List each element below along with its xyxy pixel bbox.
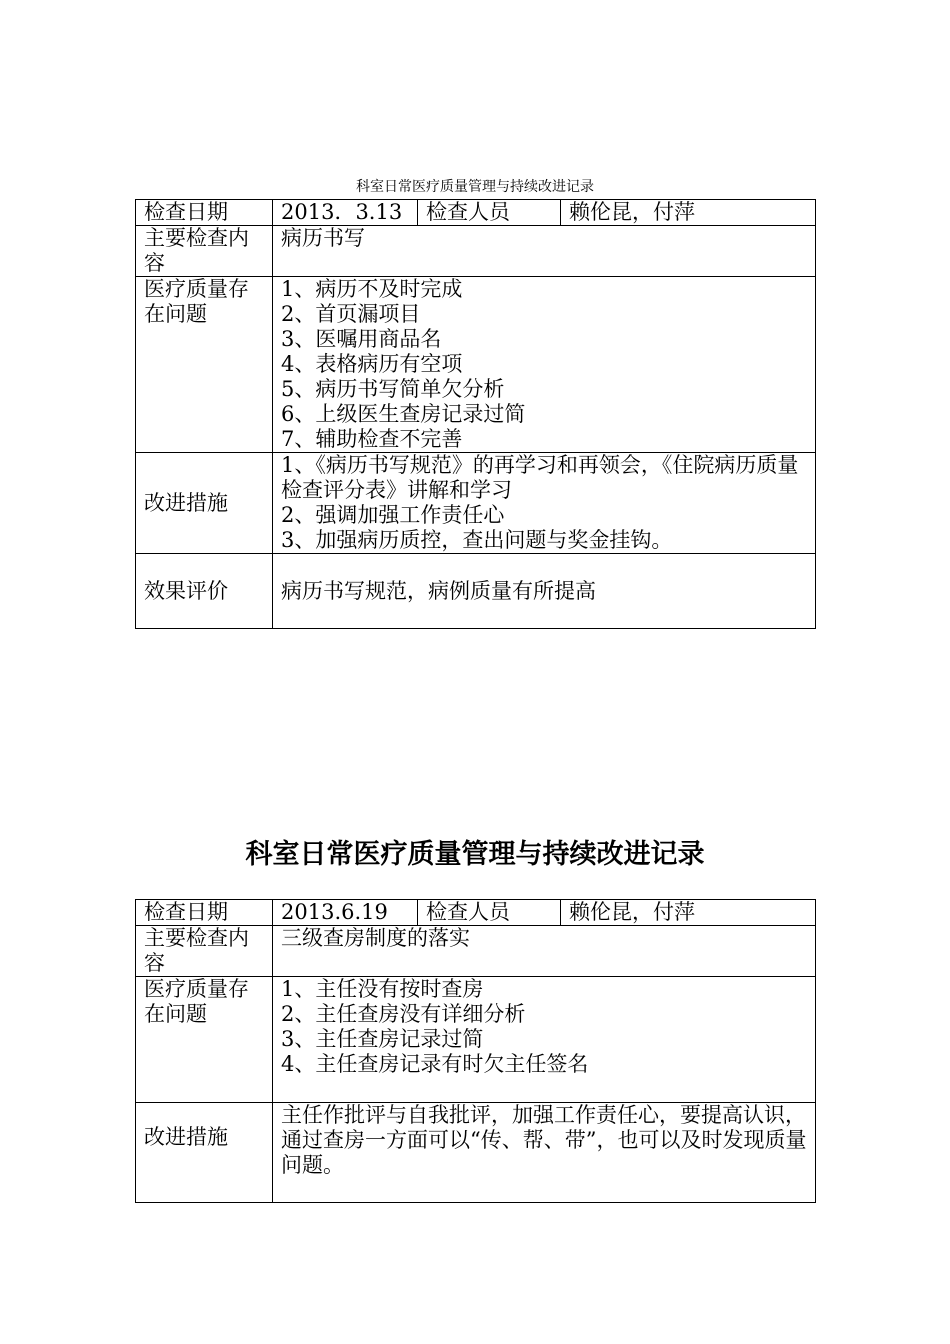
problems-label: 医疗质量存在问题 xyxy=(136,977,273,1103)
list-item: 4、主任查房记录有时欠主任签名 xyxy=(281,1052,589,1076)
content-label: 主要检查内容 xyxy=(136,926,273,977)
list-item: 1、主任没有按时查房 xyxy=(281,977,484,1001)
inspector-value: 赖伦昆，付萍 xyxy=(561,900,816,926)
list-item: 5、病历书写简单欠分析 xyxy=(281,377,505,401)
inspector-label: 检查人员 xyxy=(418,200,561,226)
date-value: 2013．3.13 xyxy=(273,200,418,226)
effect-label: 效果评价 xyxy=(136,554,273,629)
effect-value: 病历书写规范，病例质量有所提高 xyxy=(273,554,816,629)
list-item: 6、上级医生查房记录过简 xyxy=(281,402,526,426)
measures-value: 主任作批评与自我批评，加强工作责任心，要提高认识，通过查房一方面可以“传、帮、带”，也可以及时发现质量问题。 xyxy=(273,1103,816,1203)
problems-list xyxy=(273,977,816,1103)
list-item: 1、病历不及时完成 xyxy=(281,277,463,301)
record-2-table xyxy=(135,899,816,1203)
content-value: 三级查房制度的落实 xyxy=(273,926,816,977)
measures-label: 改进措施 xyxy=(136,453,273,554)
problems-label: 医疗质量存在问题 xyxy=(136,277,273,453)
list-item: 3、加强病历质控，查出问题与奖金挂钩。 xyxy=(281,528,673,552)
content-value: 病历书写 xyxy=(273,226,816,277)
date-value: 2013.6.19 xyxy=(273,900,418,926)
measures-label: 改进措施 xyxy=(136,1103,273,1203)
list-item: 3、主任查房记录过简 xyxy=(281,1027,484,1051)
content-label: 主要检查内容 xyxy=(136,226,273,277)
problems-list xyxy=(273,277,816,453)
record-2-title: 科室日常医疗质量管理与持续改进记录 xyxy=(245,839,705,870)
list-item: 4、表格病历有空项 xyxy=(281,352,463,376)
date-label: 检查日期 xyxy=(136,900,273,926)
list-item: 2、首页漏项目 xyxy=(281,302,421,326)
inspector-label: 检查人员 xyxy=(418,900,561,926)
list-item: 3、医嘱用商品名 xyxy=(281,327,442,351)
inspector-value: 赖伦昆，付萍 xyxy=(561,200,816,226)
measures-list xyxy=(273,453,816,554)
date-label: 检查日期 xyxy=(136,200,273,226)
list-item: 1、《病历书写规范》的再学习和再领会，《住院病历质量检查评分表》讲解和学习 xyxy=(281,453,799,502)
list-item: 2、强调加强工作责任心 xyxy=(281,503,505,527)
record-1-title: 科室日常医疗质量管理与持续改进记录 xyxy=(356,179,594,195)
list-item: 7、辅助检查不完善 xyxy=(281,427,463,451)
list-item: 2、主任查房没有详细分析 xyxy=(281,1002,526,1026)
record-1-table xyxy=(135,199,816,629)
